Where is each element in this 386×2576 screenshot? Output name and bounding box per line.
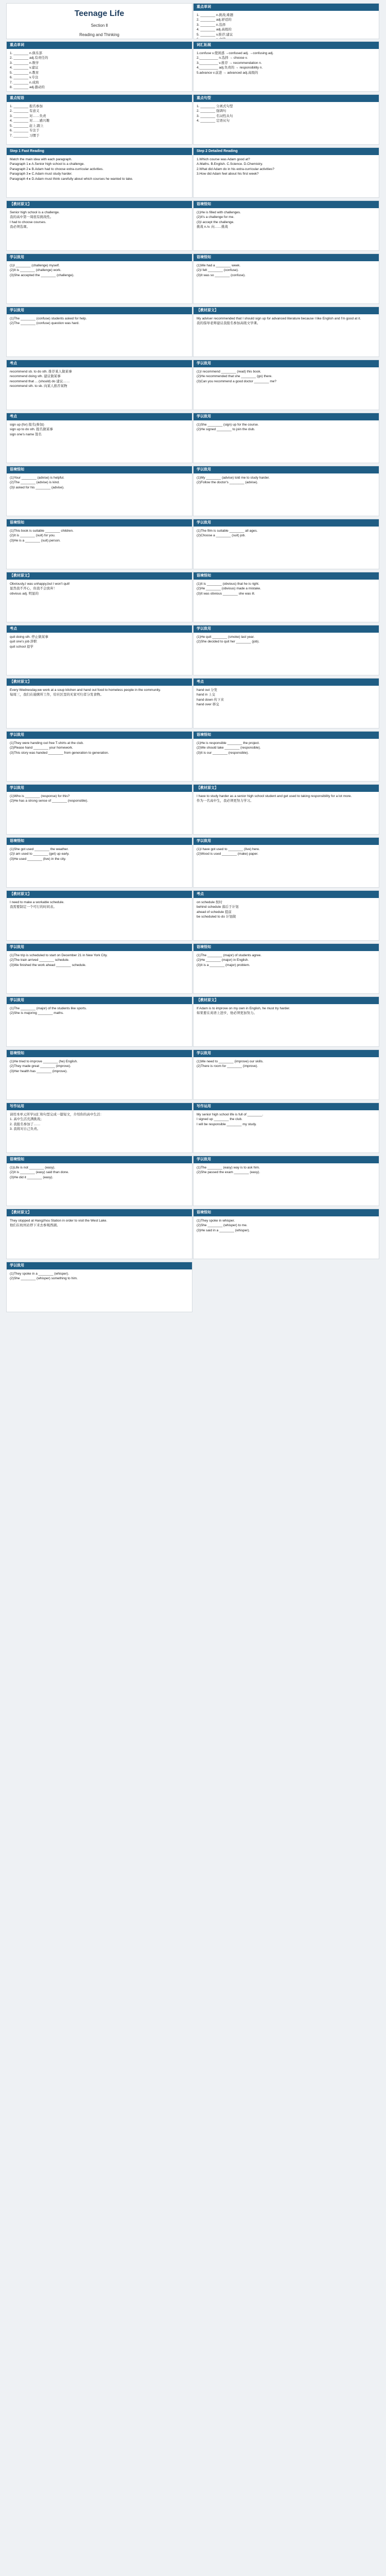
slide-body: (1)The trip is scheduled to start on December 21 in New York City. (2)The train arrived ________ schedule. (3)We finished the work ahead ________ schedule.: [10, 954, 108, 967]
slide-5: [193, 94, 379, 145]
slide-7: [193, 147, 379, 198]
slide-header-band: [194, 891, 379, 898]
slide-32: [6, 837, 192, 888]
slide-14: [6, 360, 192, 410]
slide-label: 考点: [10, 362, 17, 365]
slide-label: 写作运用: [197, 1105, 211, 1108]
slide-39: [193, 996, 379, 1047]
slide-label: 词汇拓展: [197, 43, 211, 47]
slide-body: sign up (for) 报名(参加) sign up to do sth. 报名做某事 sign one's name 签名: [10, 423, 53, 436]
slide-header-band: [7, 254, 192, 261]
slide-label: 语境悟知: [10, 521, 24, 524]
slide-header-band: [7, 42, 192, 49]
slide-header-band: [194, 732, 379, 739]
slide-label: 学以致用: [197, 627, 211, 631]
slide-body: 1. ________ n.俱乐部 2. ________ adj.有责任的 3. ________ n.数学 4. ________ v.建议 5. ________ n.教育 6. ________ v.专注 7. ________ n.成熟 8. ________ adj.激动的: [10, 52, 48, 89]
slide-body: (1)They spoke in whisper. (2)She ________ (whisper) to me. (3)He said in a ________ (whisper).: [197, 1219, 250, 1232]
slide-48: [6, 1262, 192, 1312]
slide-label: 【教材原文】: [197, 309, 218, 312]
slide-37: [193, 943, 379, 994]
slide-label: 考点: [197, 680, 204, 684]
slide-body: (1)I ________ (challenge) myself. (2)It is ________ (challenge) work. (3)She accepted the ________ (challenge).: [10, 264, 75, 277]
slide-header-band: [7, 1156, 192, 1163]
slide-header-band: [7, 1103, 192, 1110]
slide-body: (1)We need to ________ (improve) our skills. (2)There is room for ________ (improve).: [197, 1060, 264, 1069]
slide-body: 1. ________ 分离式句型 2. ________ 强调句 3. ________ 名词性从句 4. ________ 定语从句: [197, 105, 233, 123]
slide-body: 1.confuse v.使困惑 →confused adj. →confusing adj. 2.__________ n.选择 → choose v. 3.__________ v.推荐 → recommendation n. 4.__________ adj.负责的 → responsibility n. 5.advance v.前进 → advanced adj.高级的: [197, 52, 274, 75]
slide-header-band: [7, 732, 192, 739]
slide-header-band: [194, 572, 379, 580]
slide-16: [6, 413, 192, 463]
cover-subtitle: Reading and Thinking: [79, 32, 119, 37]
slide-label: 学以致用: [10, 1264, 24, 1267]
slide-43: [193, 1103, 379, 1153]
slide-header-band: [194, 679, 379, 686]
slide-header-band: [194, 997, 379, 1004]
slide-header-band: [194, 42, 379, 49]
slide-13: [193, 307, 379, 357]
slide-label: 语境悟知: [10, 839, 24, 843]
slide-33: [193, 837, 379, 888]
slide-label: Step 2 Detailed Reading: [197, 149, 238, 153]
slide-30: [6, 784, 192, 835]
slide-22: [6, 572, 192, 622]
slide-26: [6, 678, 192, 728]
slide-label: 【教材原文】: [10, 202, 31, 206]
slide-label: Step 1 Fast Reading: [10, 149, 44, 153]
slide-header-band: [7, 360, 192, 367]
slide-46: [6, 1209, 192, 1259]
slide-28: [6, 731, 192, 782]
slide-header-band: [7, 466, 192, 473]
slide-body: 1. ________ 报名参加 2. ________ 有意义 3. ________ 对……负责 4. ________ 对……感兴趣 5. ________ 赶上;跟上 6. ________ 专注于 7. ________ 习惯于: [10, 105, 49, 138]
slide-label: 【教材原文】: [197, 786, 218, 790]
slide-body: I need to make a workable schedule. 我需要制定一个可行的时间表。: [10, 901, 64, 909]
slide-label: 语境悟知: [10, 1158, 24, 1161]
slide-label: 【教材原文】: [10, 892, 31, 896]
slide-label: 考点: [197, 892, 204, 896]
slide-15: [193, 360, 379, 410]
slide-label: 【教材原文】: [10, 680, 31, 684]
slide-body: My adviser recommended that I should sign up for advanced literature because I like English and I'm good at it. 我的指导老师建议我报名参加高级文学课。: [197, 317, 361, 326]
slide-27: [193, 678, 379, 728]
slide-label: 学以致用: [197, 468, 211, 471]
slide-label: 学以致用: [10, 786, 24, 790]
slide-label: 重点句型: [197, 96, 211, 100]
slide-label: 学以致用: [197, 521, 211, 524]
slide-label: 【教材原文】: [10, 1211, 31, 1214]
slide-header-band: [7, 679, 192, 686]
slide-header-band: [7, 1262, 192, 1269]
slide-body: My senior high school life is full of ________. I signed up ________ the club. I will be responsible ________ my study.: [197, 1113, 264, 1126]
slide-body: (1)The ________ (easy) way is to ask him. (2)She passed the exam ________ (easy).: [197, 1166, 260, 1175]
slide-body: Obviously,I was unhappy,but I won't quit! 显然我不开心，但我不会放弃！ obvious adj. 明显的: [10, 582, 70, 596]
slide-label: 语境悟知: [197, 202, 211, 206]
slide-12: [6, 307, 192, 357]
slide-31: [193, 784, 379, 835]
slide-body: (1)She got used ________ the weather. (2)I am used to ________ (get) up early. (3)He used ________ (live) in the city.: [10, 848, 69, 861]
slide-18: [6, 466, 192, 516]
slide-10: [6, 253, 192, 304]
slide-body: (1)He is responsible ________ the project. (2)We should take ________ (responsible). (3)It is our ________ (responsible).: [197, 741, 261, 755]
slide-header-band: [194, 625, 379, 633]
slide-label: 学以致用: [197, 362, 211, 365]
slide-23: [193, 572, 379, 622]
slide-body: (1)The film is suitable ________ all ages. (2)Choose a ________ (suit) job.: [197, 529, 258, 538]
cover-section: Section Ⅱ: [91, 23, 108, 28]
slide-29: [193, 731, 379, 782]
slide-body: (1)We had a ________ week. (2)I felt ________ (confuse). (3)It was so ________ (confuse).: [197, 264, 246, 277]
slide-body: (1)Life is not ________ (easy). (2)It is ________ (easy) said than done. (3)He did it ________ (easy).: [10, 1166, 69, 1179]
slide-label: 重点单词: [197, 5, 211, 9]
slide-header-band: [7, 572, 192, 580]
slide-label: 语境悟知: [197, 733, 211, 737]
slide-body: Match the main idea with each paragraph. Paragraph 1 ▸ A.Senior high school is a challenge. Paragraph 2 ▸ B.Adam had to choose extra-curricular activities. Paragraph 3 ▸ C.Adam must study harder. Paragraph 4 ▸ D.Adam must think carefully about which courses he wanted to take.: [10, 158, 133, 181]
slide-body: (1)The ________ (major) of students agree. (2)He ________ (major) in English. (3)It is a ________ (major) problem.: [197, 954, 262, 967]
slide-body: (1)He tried to improve ________ (he) English. (2)They made great ________ (improve). (3)Her health has ________ (improve).: [10, 1060, 78, 1073]
slide-19: [193, 466, 379, 516]
slide-body: I have to study harder as a senior high school student and get used to taking responsibility for a lot more. 作为一名高中生，我必须更努力学习。: [197, 794, 352, 803]
slide-label: 重点短语: [10, 96, 24, 100]
slide-label: 语境悟知: [197, 256, 211, 259]
slide-label: 学以致用: [197, 1052, 211, 1055]
slide-header-band: [7, 838, 192, 845]
slide-1: [193, 3, 379, 39]
slide-header-band: [7, 307, 192, 314]
slide-label: 语境悟知: [10, 1052, 24, 1055]
slide-body: (1)I recommend ________ (read) this book. (2)He recommended that she ________ (go) there. (3)Can you recommend a good doctor ________ me?: [197, 370, 277, 383]
slide-body: recommend sb. to do sth. 推荐某人做某事 recommend doing sth. 建议做某事 recommend that ... (should) do 建议…… recommend sth. to sb. 向某人推荐某物: [10, 370, 72, 388]
slide-header-band: [194, 4, 379, 11]
slide-header-band: [7, 148, 192, 155]
slide-label: 语境悟知: [10, 468, 24, 471]
slide-header-band: [194, 95, 379, 102]
slide-header-band: [194, 944, 379, 951]
slide-9: [193, 200, 379, 251]
slide-21: [193, 519, 379, 569]
slide-36: [6, 943, 192, 994]
slide-header-band: [194, 201, 379, 208]
slide-header-band: [7, 95, 192, 102]
slide-label: 学以致用: [10, 998, 24, 1002]
slide-body: (1)He is filled with challenges. (2)It's a challenge for me. (3)I accept the challenge. 挑战 n./v. 向……挑战: [197, 211, 241, 229]
slide-label: 写作运用: [10, 1105, 24, 1108]
slide-header-band: [194, 466, 379, 473]
slide-body: 1.Which course was Adam good at? A.Maths. B.English. C.Science. D.Chemistry. 2.What did Adam do in his extra-curricular activities? 3.How did Adam feel about his first week?: [197, 158, 275, 176]
slide-header-band: [194, 254, 379, 261]
slide-header-band: [194, 413, 379, 420]
slide-body: quit doing sth. 停止做某事 quit one's job 辞职 quit school 退学: [10, 635, 48, 649]
slide-body: on schedule 按时 behind schedule 落后于计划 ahead of schedule 提前 be scheduled to do 计划做: [197, 901, 239, 919]
cover-slide: [6, 3, 192, 39]
slide-38: [6, 996, 192, 1047]
slide-17: [193, 413, 379, 463]
slide-8: [6, 200, 192, 251]
slide-label: 语境悟知: [197, 945, 211, 949]
slide-body: 1. ________ n.挑战;难题 2. ________ adj.舒适的 3. ________ n.选择 4. ________ adj.高级的 5. ________ v.推荐;建议: [197, 13, 234, 37]
slide-header-band: [194, 1103, 379, 1110]
slide-body: (1)She ________ (sign) up for the course. (2)He signed ________ to join the club.: [197, 423, 259, 432]
slide-header-band: [7, 1209, 192, 1216]
slide-11: [193, 253, 379, 304]
slide-body: Senior high school is a challenge. 我的高中第一周很有挑战性。 I had to choose courses. 我必须选课。: [10, 211, 60, 229]
slide-header-band: [7, 785, 192, 792]
slide-35: [193, 890, 379, 941]
slide-body: (1)My ________ (advise) told me to study harder. (2)Follow the doctor's ________ (advise).: [197, 476, 270, 485]
slide-header-band: [7, 519, 192, 527]
slide-45: [193, 1156, 379, 1206]
slide-34: [6, 890, 192, 941]
slide-label: 语境悟知: [197, 574, 211, 578]
slide-4: [6, 94, 192, 145]
slide-header-band: [194, 785, 379, 792]
slide-44: [6, 1156, 192, 1206]
slide-header-band: [7, 891, 192, 898]
slide-body: (1)I have got used to ________ (live) here. (2)Wood is used ________ (make) paper.: [197, 848, 260, 856]
slide-label: 重点单词: [10, 43, 24, 47]
slide-label: 学以致用: [197, 415, 211, 418]
slide-header-band: [194, 148, 379, 155]
slide-body: hand out 分发 hand in 上交 hand down 传下来 hand over 移交: [197, 688, 224, 707]
slide-40: [6, 1049, 192, 1100]
slide-label: 学以致用: [197, 839, 211, 843]
slide-header-band: [194, 1156, 379, 1163]
slide-header-band: [194, 1050, 379, 1057]
slide-header-band: [7, 997, 192, 1004]
slide-header-band: [194, 1209, 379, 1216]
slide-body: (1)He quit ________ (smoke) last year. (2)She decided to quit her ________ (job).: [197, 635, 260, 644]
slide-header-band: [7, 201, 192, 208]
slide-label: 学以致用: [10, 309, 24, 312]
slide-header-band: [194, 307, 379, 314]
cover-title: Teenage Life: [74, 9, 125, 18]
slide-body: They stopped at Hangzhou Station in order to visit the West Lake. 他们在杭州站停下来去参观西湖。: [10, 1219, 108, 1228]
slide-body: (1)This book is suitable ________ children. (2)It is ________ (suit) for you. (3)He is a ________ (suit) person.: [10, 529, 74, 543]
slide-body: (1)Your ________ (advise) is helpful. (2)The ________ (advise) is kind. (3)I asked for his ________ (advise).: [10, 476, 64, 489]
slide-24: [6, 625, 192, 675]
slide-label: 【教材原文】: [10, 574, 31, 578]
slide-label: 学以致用: [10, 256, 24, 259]
slide-3: [193, 41, 379, 92]
slide-body: (1)It is ________ (obvious) that he is right. (2)He ________ (obvious) made a mistake. (3)It was obvious ________ she was ill.: [197, 582, 261, 596]
slide-header-band: [194, 519, 379, 527]
slide-2: [6, 41, 192, 92]
slide-body: Every Wednesday,we work at a soup kitchen and hand out food to homeless people in the community. 每周三，我们在施粥所工作，给社区里的无家可归者分发食物。: [10, 688, 161, 697]
slide-label: 学以致用: [10, 733, 24, 737]
slide-header-band: [7, 944, 192, 951]
slide-label: 学以致用: [10, 945, 24, 949]
slide-body: (1)Who is ________ (response) for this? (2)He has a strong sense of ________ (responsible).: [10, 794, 89, 803]
slide-body: If Adam is to improve on my own in English, he must try harder. 如果要在英语上进步，他必须更加努力。: [197, 1007, 290, 1015]
slide-6: [6, 147, 192, 198]
slide-25: [193, 625, 379, 675]
slide-label: 【教材原文】: [197, 998, 218, 1002]
slide-body: (1)They spoke in a ________ (whisper). (2)She ________ (whisper) something to him.: [10, 1272, 78, 1281]
slide-body: 请用本单元所学词汇和句型完成一篇短文，介绍你的高中生活： 1. 高中生活充满挑战； 2. 我报名参加了…… 3. 我将对自己负责。: [10, 1113, 103, 1131]
slide-47: [193, 1209, 379, 1259]
slide-header-band: [7, 625, 192, 633]
slide-20: [6, 519, 192, 569]
slide-body: (1)They were handing out free T-shirts at the club. (2)Please hand ________ your homework. (3)This story was handed ________ from generation to generation.: [10, 741, 109, 755]
slide-header-band: [194, 838, 379, 845]
slide-header-band: [7, 413, 192, 420]
slide-header-band: [7, 1050, 192, 1057]
slide-body: (1)The ________ (major) of the students like sports. (2)She is majoring ________ maths.: [10, 1007, 87, 1015]
slide-41: [193, 1049, 379, 1100]
slide-label: 学以致用: [197, 1158, 211, 1161]
slide-body: (1)The ________ (confuse) students asked for help. (2)The ________ (confuse) question was hard.: [10, 317, 87, 326]
slide-label: 考点: [10, 627, 17, 631]
slide-header-band: [194, 360, 379, 367]
slide-label: 语境悟知: [197, 1211, 211, 1214]
slide-label: 考点: [10, 415, 17, 418]
slide-42: [6, 1103, 192, 1153]
